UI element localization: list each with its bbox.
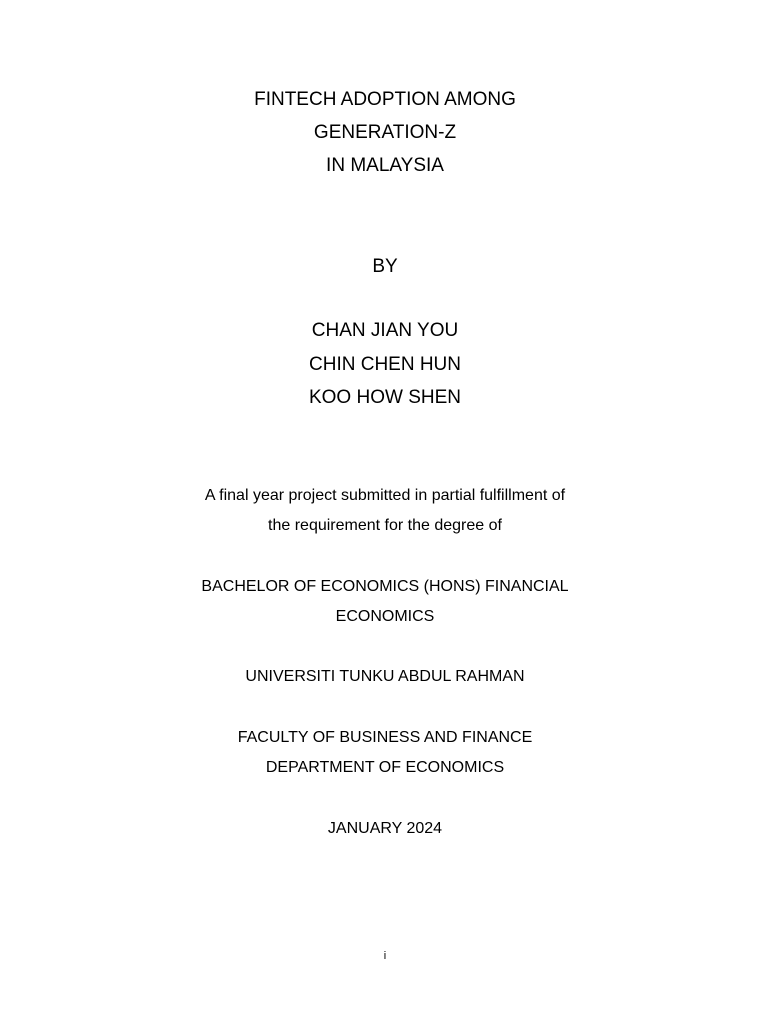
author-1: CHAN JIAN YOU (311, 320, 459, 341)
degree-line-1: BACHELOR OF ECONOMICS (HONS) FINANCIAL (201, 578, 569, 595)
author-2: CHIN CHEN HUN (309, 354, 461, 375)
title-line-2: GENERATION-Z (313, 122, 457, 143)
submission-line-1: A final year project submitted in partial fulfillment of (204, 487, 566, 504)
page-number: i (383, 950, 387, 962)
submission-line-2: the requirement for the degree of (268, 517, 502, 534)
university-name: UNIVERSITI TUNKU ABDUL RAHMAN (245, 668, 525, 685)
by-label: BY (372, 256, 398, 277)
title-line-1: FINTECH ADOPTION AMONG (254, 89, 516, 110)
title-line-3: IN MALAYSIA (326, 155, 444, 176)
faculty-name: FACULTY OF BUSINESS AND FINANCE (237, 729, 533, 746)
author-3: KOO HOW SHEN (308, 387, 461, 408)
degree-line-2: ECONOMICS (335, 608, 435, 625)
department-name: DEPARTMENT OF ECONOMICS (265, 759, 505, 776)
submission-date: JANUARY 2024 (327, 820, 443, 837)
